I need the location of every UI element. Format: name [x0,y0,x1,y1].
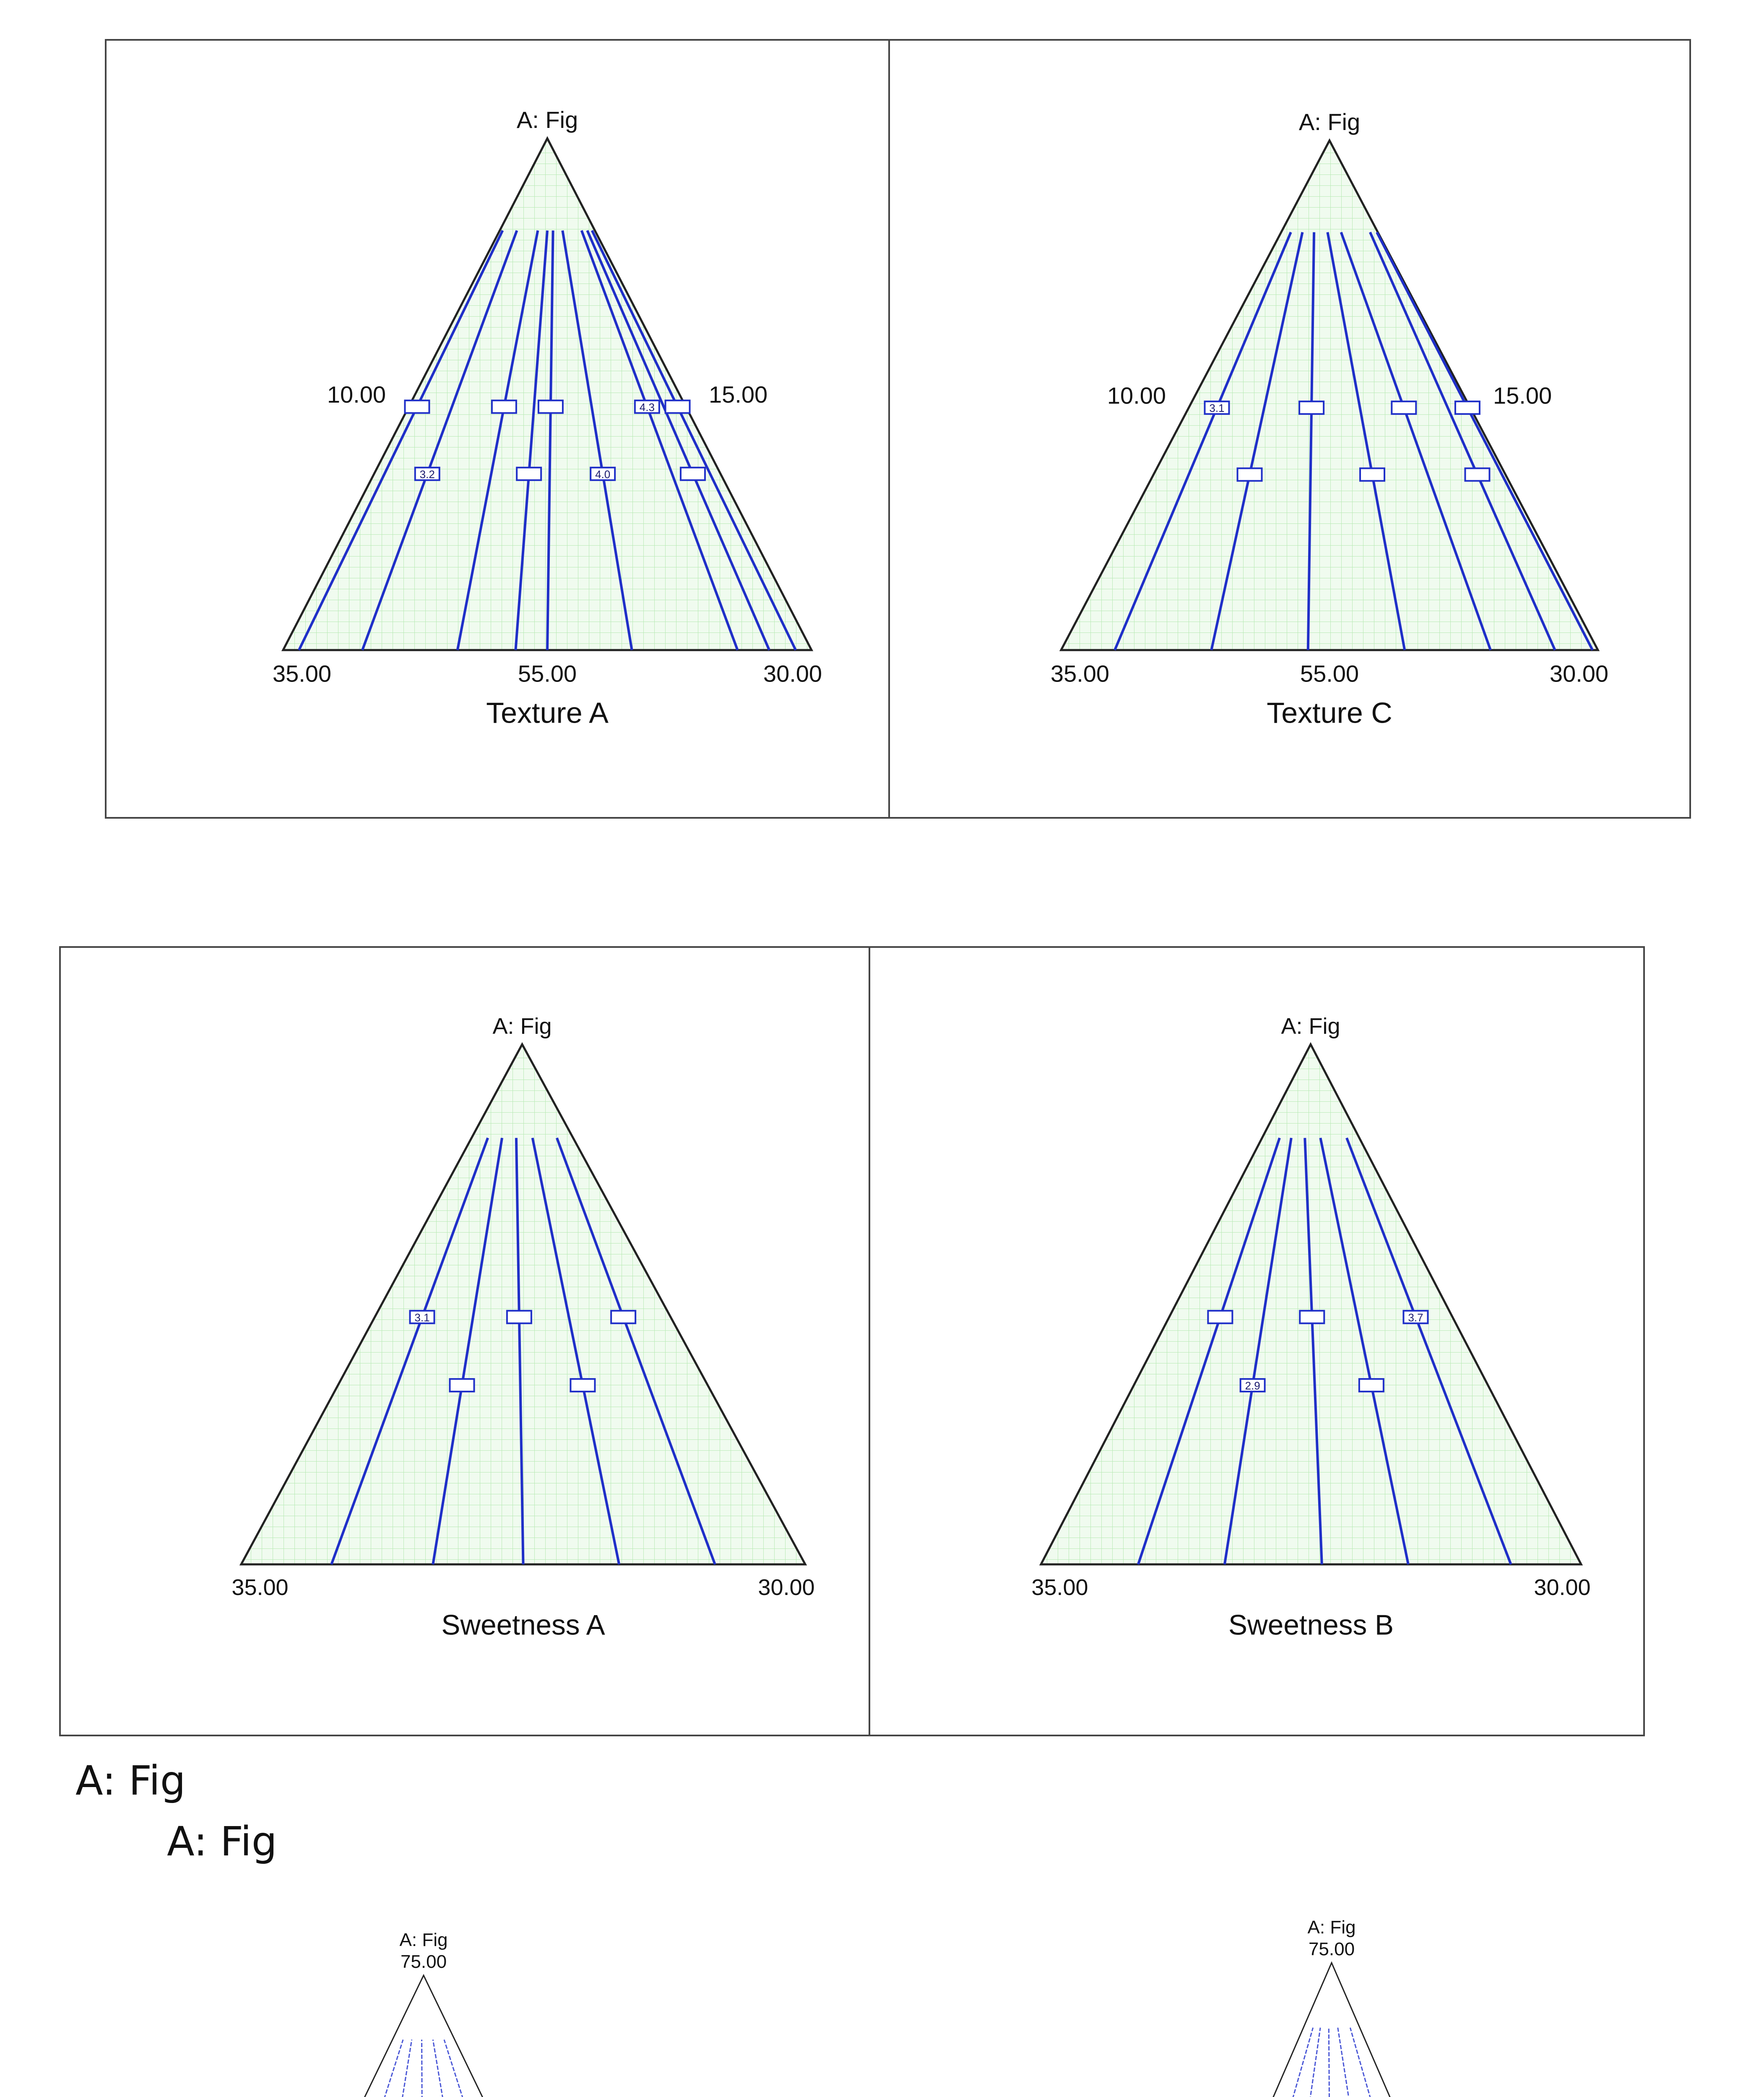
right-axis-value: 15.00 [709,381,768,408]
left-axis-value: 10.00 [327,381,386,408]
contour-label-box [517,468,541,480]
chart-texture-c [1051,109,1608,729]
contour-label-box [1465,468,1489,481]
apex-label: A: Fig [1298,109,1361,135]
apex-label: A: Fig [516,107,578,133]
ternary-triangle [1130,1963,1533,2097]
chart-title: Sweetness A [441,1609,605,1641]
apex-label: A: Fig [1281,1014,1340,1039]
bottom-left-value: 35.00 [1050,660,1110,687]
contour-label-box [507,1311,531,1323]
bottom-mid-value: 55.00 [1300,660,1359,687]
ternary-triangle [201,1975,646,2097]
contour-label-box [405,401,429,413]
contour-label-box [450,1379,474,1392]
contour-label: 3.2 [419,468,435,481]
chart-sweetness-b [1031,1014,1590,1641]
right-axis-value: 15.00 [1493,382,1552,409]
contour-label-box [1299,401,1324,414]
apex-label: A: Fig [1307,1917,1356,1938]
floating-label-a-fig-1: A: Fig [75,1757,186,1804]
left-axis-value: 10.00 [1107,382,1166,409]
contour-label: 3.7 [1408,1311,1423,1324]
contour-label-box [1359,1379,1384,1392]
bottom-right-value: 30.00 [763,660,822,687]
chart-mouthfeel [197,1930,650,2097]
contour-label-box [539,401,563,413]
contour-label-box [1238,468,1262,481]
chart-title: Texture A [486,696,609,729]
chart-overall-opinion [1126,1917,1537,2097]
contour-label-box [1300,1311,1324,1323]
contour-label-box [611,1311,635,1323]
contour-label-box [1455,401,1480,414]
contour-label: 4.0 [595,468,611,481]
chart-title: Texture C [1267,696,1392,729]
contour-label-box [1360,468,1384,481]
apex-value: 75.00 [1308,1939,1355,1959]
contour-label: 2.9 [1245,1379,1260,1392]
contour-label-box [492,401,516,413]
floating-label-a-fig-2: A: Fig [167,1818,277,1865]
bottom-right-value: 30.00 [758,1574,815,1600]
contour-label: 3.1 [414,1311,430,1324]
contour-label: 4.3 [639,401,655,414]
bottom-right-value: 30.00 [1549,660,1609,687]
apex-label: A: Fig [399,1930,448,1950]
bottom-left-value: 35.00 [1031,1574,1088,1600]
chart-texture-a [273,107,822,729]
contour-label-box [1208,1311,1232,1323]
ternary-triangle [241,1044,805,1564]
bottom-left-value: 35.00 [232,1574,289,1600]
chart-sweetness-a [232,1014,814,1641]
bottom-right-value: 30.00 [1534,1574,1591,1600]
charts-layer [197,107,1608,2097]
bottom-left-value: 35.00 [272,660,332,687]
chart-title: Sweetness B [1228,1609,1394,1641]
contour-label-box [681,468,705,480]
contour-label-box [666,401,690,413]
contour-label: 3.1 [1209,402,1225,415]
apex-value: 75.00 [400,1951,447,1972]
contour-label-box [1392,401,1416,414]
contour-label-box [570,1379,595,1392]
bottom-mid-value: 55.00 [518,660,577,687]
apex-label: A: Fig [492,1014,552,1039]
